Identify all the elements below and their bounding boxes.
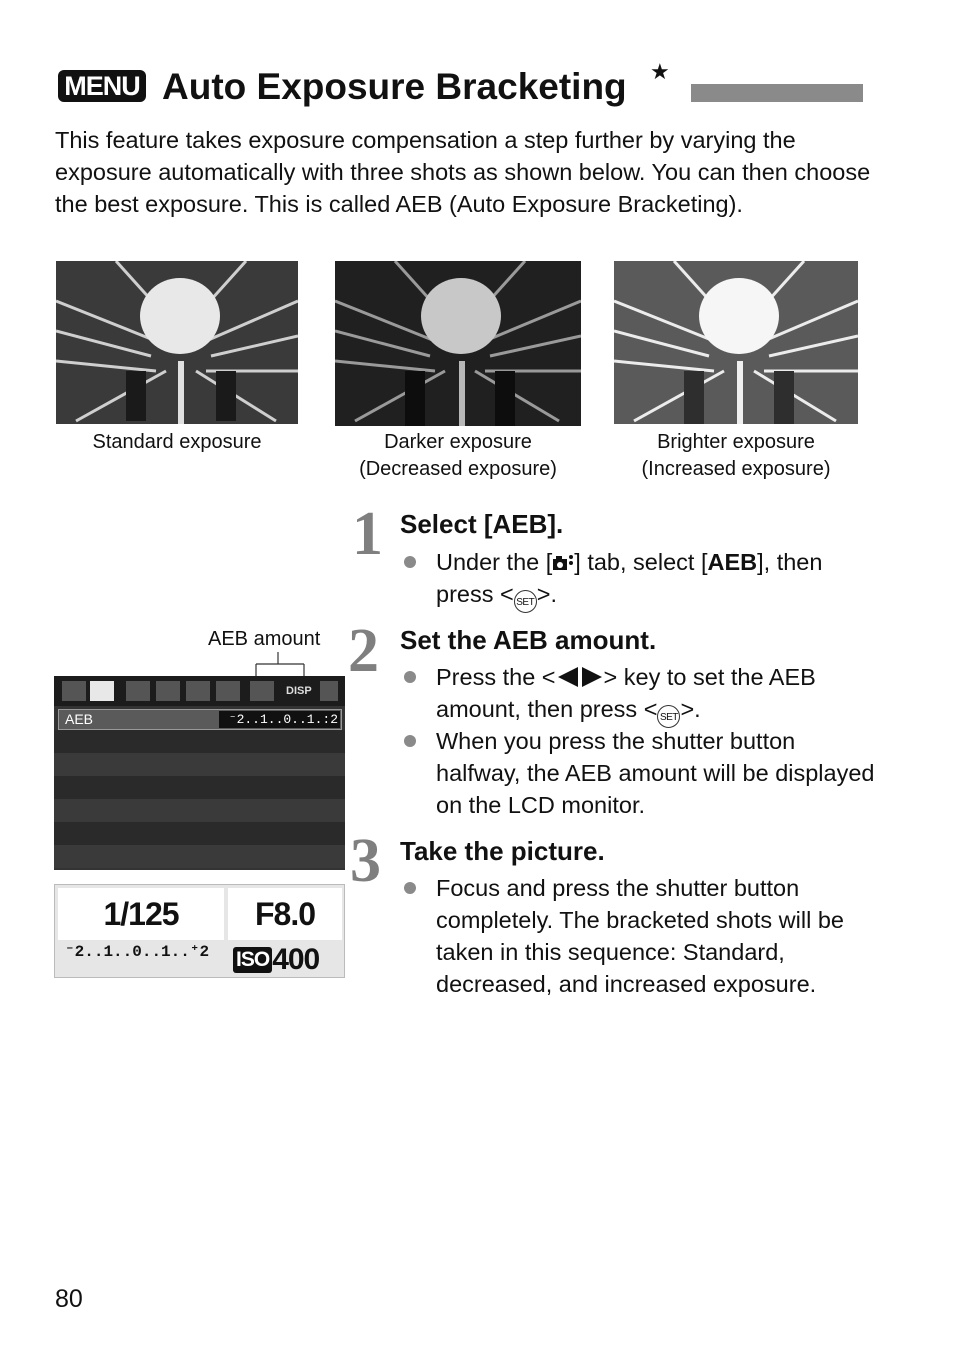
menu-tabs <box>54 676 345 706</box>
caption-standard: Standard exposure <box>92 431 262 453</box>
title-rule <box>691 84 863 102</box>
caption-brighter-sub: (Increased exposure) <box>641 458 831 480</box>
disp-label: DISP <box>286 685 312 697</box>
set-button-icon: SET <box>514 590 537 613</box>
photo-darker-exposure <box>335 261 581 426</box>
step-number-1: 1 <box>352 500 383 568</box>
aeb-scale: ⁻2..1..0..1.:2 <box>219 711 340 728</box>
menu-row <box>54 730 345 753</box>
playback-tab-icon <box>126 681 150 701</box>
intro-paragraph: This feature takes exposure compensation a step further by varying the exposure automatically with three shots as shown below. You can then choose the best exposure. This is called AEB (Auto Exposure Bracketing). <box>55 127 871 217</box>
menu-row <box>54 776 345 799</box>
photo-standard-exposure <box>56 261 298 424</box>
menu-row <box>54 845 345 868</box>
step-heading-3: Take the picture. <box>400 836 605 866</box>
menu-badge: MENU <box>58 70 146 102</box>
caption-darker-sub: (Decreased exposure) <box>359 458 557 480</box>
left-right-arrow-icon <box>556 666 604 688</box>
set-button-icon: SET <box>657 705 680 728</box>
shutter-speed: 1/125 <box>58 888 224 940</box>
mymenu-tab-icon <box>320 681 338 701</box>
bullet-icon <box>404 671 416 683</box>
page-title: Auto Exposure Bracketing <box>162 66 627 107</box>
camera-tab-2-icon <box>90 681 114 701</box>
menu-row <box>54 753 345 776</box>
step-heading-2: Set the AEB amount. <box>400 625 657 655</box>
aeb-menu-row <box>58 709 342 730</box>
iso-indicator <box>233 943 320 976</box>
step-2-text-b: When you press the shutter button halfway, the AEB amount will be displayed on the LCD monitor. <box>436 728 875 818</box>
setup-tab-1-icon <box>156 681 180 701</box>
step-heading-1: Select [AEB]. <box>400 509 564 539</box>
menu-row <box>54 799 345 822</box>
photo-brighter-exposure <box>614 261 858 424</box>
star-icon: ★ <box>650 59 670 84</box>
setup-tab-3-icon <box>216 681 240 701</box>
bullet-icon <box>404 735 416 747</box>
lcd-monitor-panel <box>54 884 345 978</box>
aeb-amount-label: AEB amount <box>208 628 321 650</box>
page-number: 80 <box>55 1285 83 1313</box>
caption-darker: Darker exposure <box>384 431 532 453</box>
custom-tab-icon <box>250 681 274 701</box>
step-number-2: 2 <box>348 617 379 685</box>
shooting-menu-icon <box>552 554 574 572</box>
bullet-icon <box>404 882 416 894</box>
aeb-row-label: AEB <box>65 711 94 727</box>
camera-tab-1-icon <box>62 681 86 701</box>
bullet-icon <box>404 556 416 568</box>
step-3-text: Focus and press the shutter button completely. The bracketed shots will be taken in this sequence: Standard, decreased, and increased exposure. <box>436 875 844 997</box>
menu-row <box>54 822 345 845</box>
lcd-menu-screen <box>54 676 345 870</box>
step-1-text: Under the [ ] tab, select [AEB], then press < SET >. <box>436 546 876 613</box>
iso-icon: ISO <box>233 947 272 973</box>
caption-brighter: Brighter exposure <box>657 431 815 453</box>
step-2-text-a: Press the < > key to set the AEB amount, then press < SET >. <box>436 661 876 728</box>
aperture-value: F8.0 <box>228 888 342 940</box>
setup-tab-2-icon <box>186 681 210 701</box>
exposure-level-indicator: ⁻2..1..0..1..⁺2 <box>65 943 210 961</box>
step-number-3: 3 <box>350 827 381 895</box>
iso-value: 400 <box>272 943 320 976</box>
